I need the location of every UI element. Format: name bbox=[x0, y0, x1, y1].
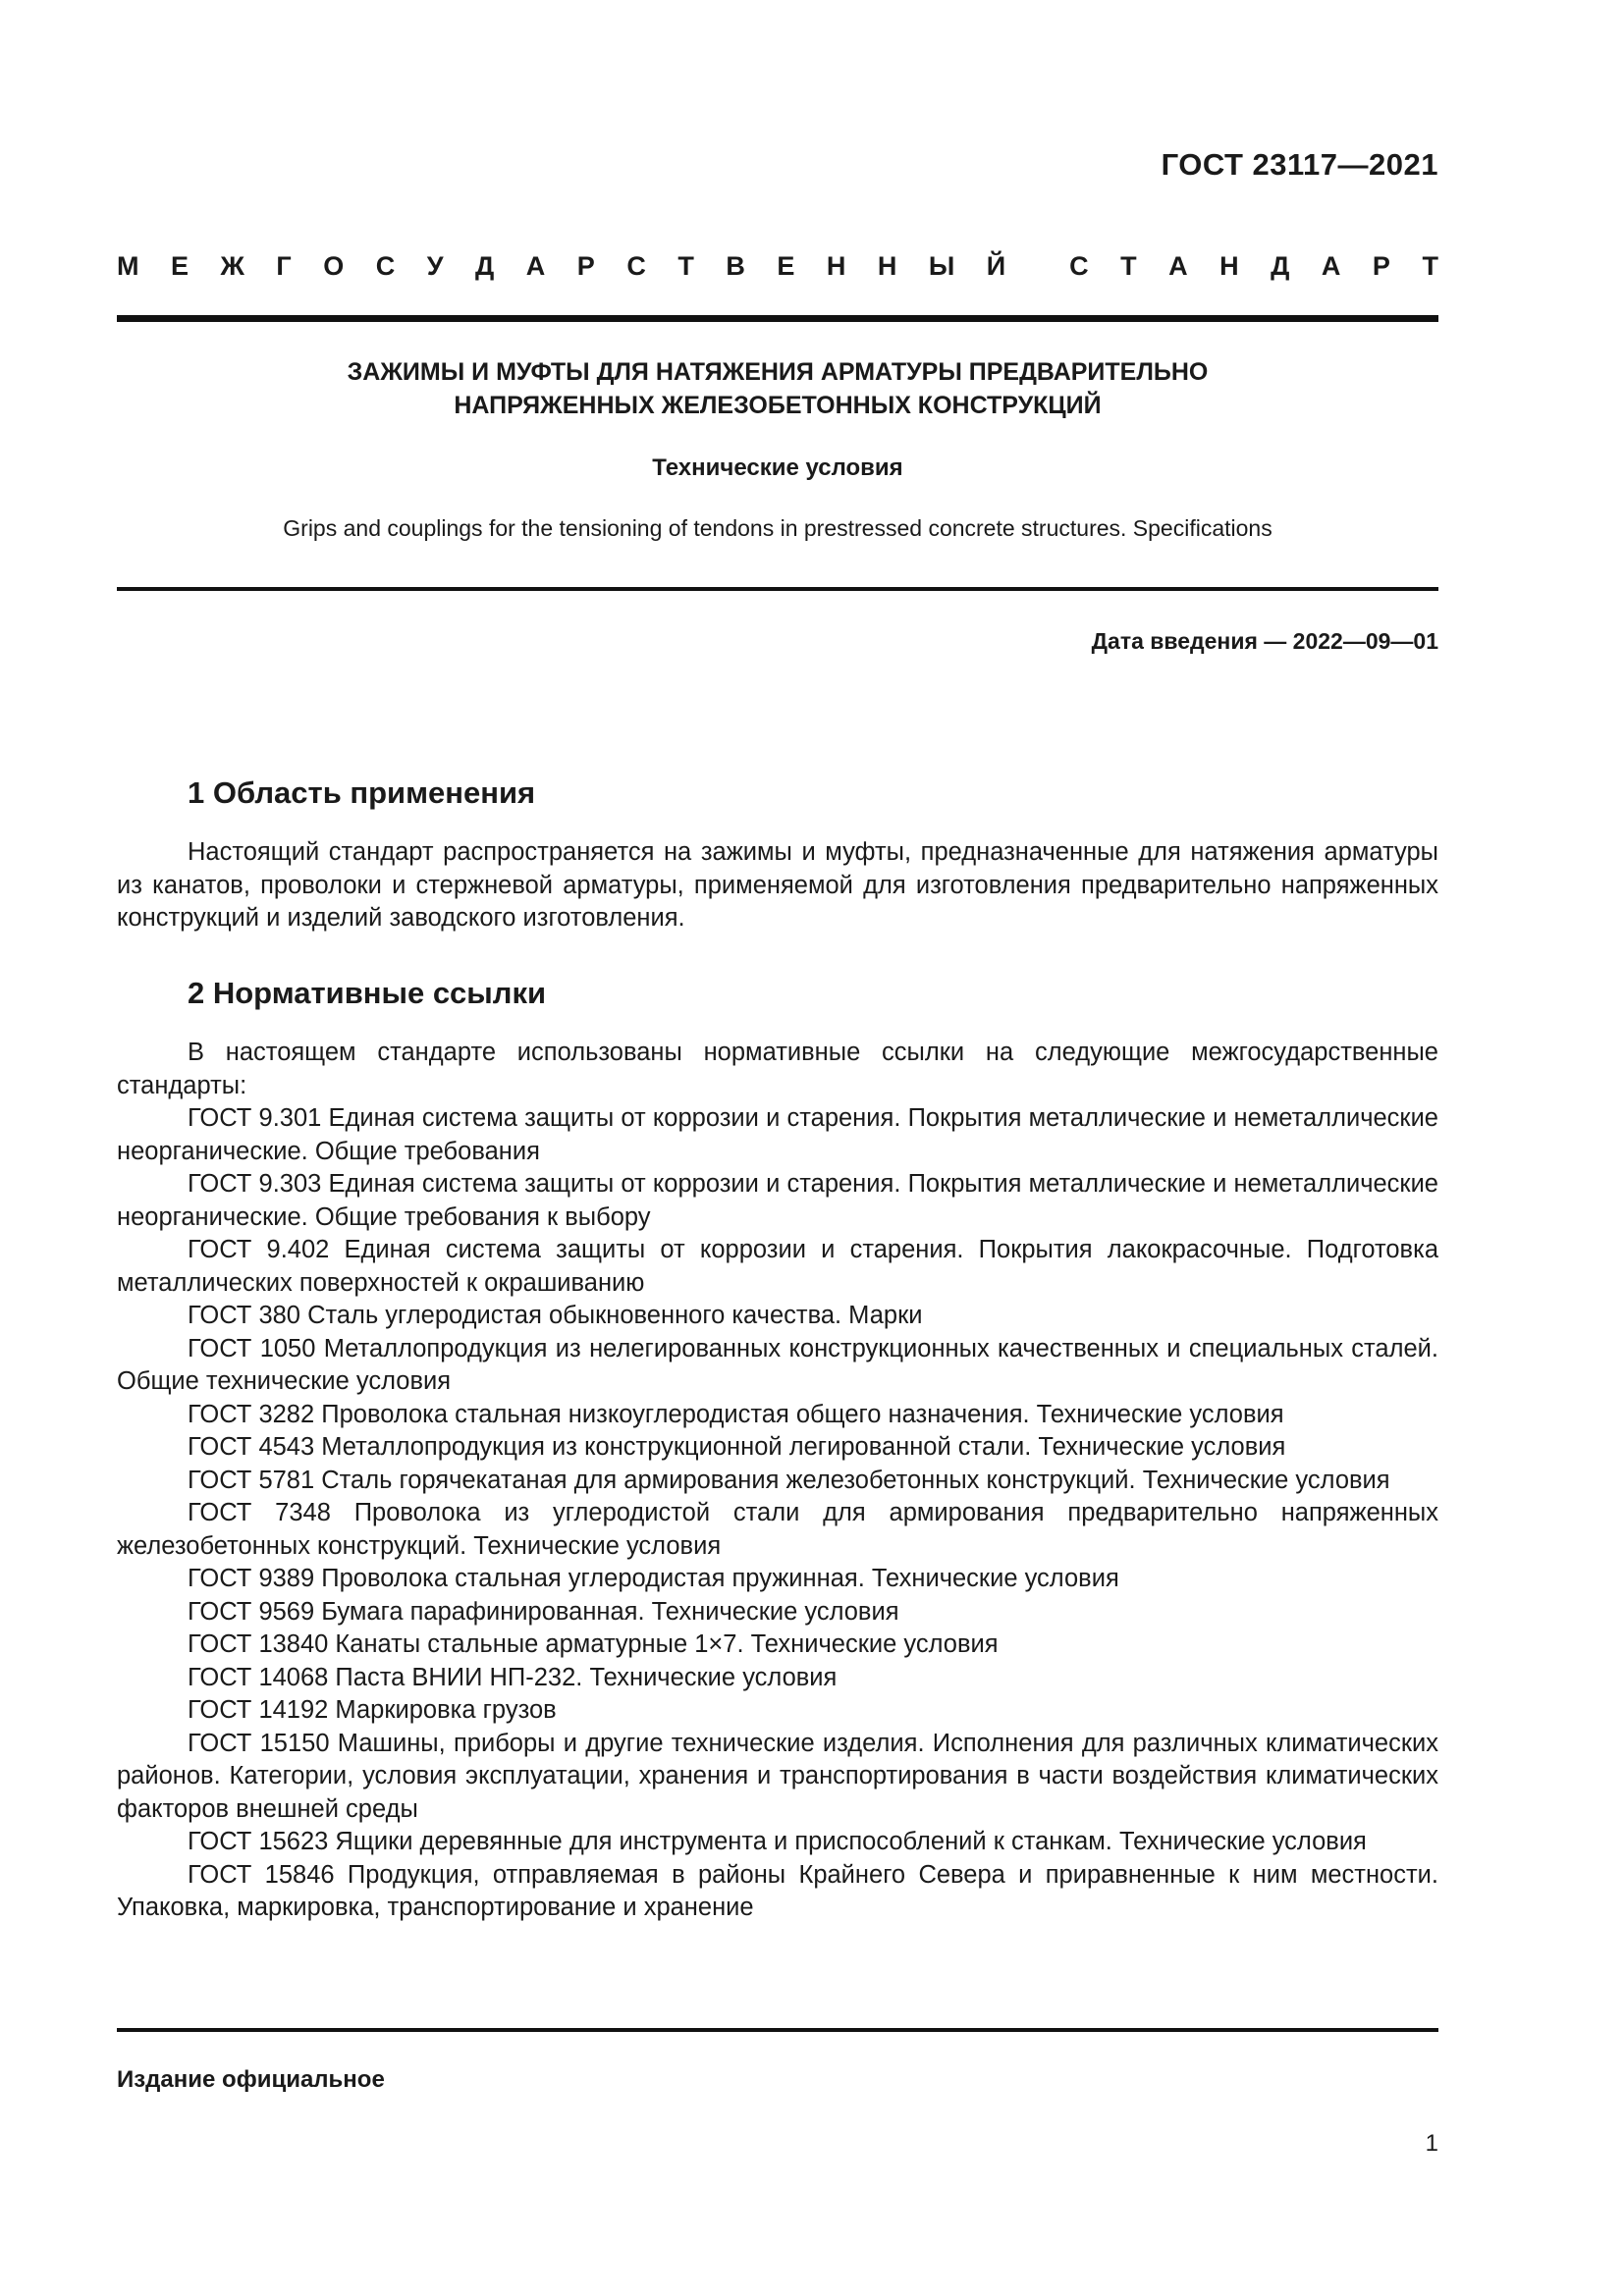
reference-item: ГОСТ 7348 Проволока из углеродистой стали для армирования предварительно напряженных железобетонных конструкций. Технические условия bbox=[117, 1499, 1438, 1560]
standard-type-letter: Й bbox=[986, 251, 1006, 281]
reference-item: ГОСТ 15623 Ящики деревянные для инструмента и приспособлений к станкам. Технические условия bbox=[188, 1828, 1367, 1855]
standard-type-letter: Е bbox=[777, 251, 795, 281]
reference-item: ГОСТ 3282 Проволока стальная низкоуглеродистая общего назначения. Технические условия bbox=[188, 1400, 1284, 1428]
english-title: Grips and couplings for the tensioning of tendons in prestressed concrete structures. Specifications bbox=[283, 515, 1272, 541]
paragraph: В настоящем стандарте использованы нормативные ссылки на следующие межгосударственные стандарты: bbox=[117, 1039, 1438, 1099]
footer-divider bbox=[117, 2028, 1438, 2032]
standard-type-letter: С bbox=[626, 251, 646, 281]
reference-item: ГОСТ 1050 Металлопродукция из нелегированных конструкционных качественных и специальных сталей. Общие технические условия bbox=[117, 1334, 1438, 1395]
standard-type-letter: Н bbox=[1219, 251, 1239, 281]
standard-type-letter: Е bbox=[171, 251, 189, 281]
standard-type-letter: Н bbox=[877, 251, 897, 281]
standard-type-letter: М bbox=[117, 251, 139, 281]
title-line: НАПРЯЖЕННЫХ ЖЕЛЕЗОБЕТОННЫХ КОНСТРУКЦИЙ bbox=[454, 392, 1102, 419]
reference-item: ГОСТ 15150 Машины, приборы и другие технические изделия. Исполнения для различных климатических районов. Категории, условия эксплуатации, хранения и транспортирования в части воздействия климатических факторов внешней среды bbox=[117, 1729, 1438, 1823]
reference-item: ГОСТ 9389 Проволока стальная углеродистая пружинная. Технические условия bbox=[188, 1565, 1119, 1592]
standard-type-letter: Ж bbox=[220, 251, 244, 281]
reference-item: ГОСТ 4543 Металлопродукция из конструкционной легированной стали. Технические условия bbox=[188, 1433, 1286, 1461]
section-body-scope bbox=[117, 836, 1438, 935]
section-heading-scope: 1 Область применения bbox=[188, 775, 536, 810]
reference-item: ГОСТ 380 Сталь углеродистая обыкновенного качества. Марки bbox=[188, 1302, 923, 1329]
standard-type-letter: Н bbox=[826, 251, 846, 281]
document-number: ГОСТ 23117—2021 bbox=[1161, 147, 1438, 182]
standard-type-letter: Р bbox=[576, 251, 595, 281]
standard-type-letter: А bbox=[525, 251, 546, 281]
standard-type-letter: Т bbox=[1120, 251, 1137, 281]
document-title bbox=[117, 355, 1438, 422]
standard-type-letter: А bbox=[1321, 251, 1341, 281]
section-heading-references: 2 Нормативные ссылки bbox=[188, 976, 547, 1010]
reference-item: ГОСТ 15846 Продукция, отправляемая в районы Крайнего Севера и приравненные к ним местности. Упаковка, маркировка, транспортирование и хранение bbox=[117, 1860, 1438, 1921]
reference-item: ГОСТ 9569 Бумага парафинированная. Технические условия bbox=[188, 1597, 899, 1626]
standard-type-letter: Д bbox=[475, 251, 495, 281]
edition-label: Издание официальное bbox=[117, 2066, 385, 2093]
document-subtitle: Технические условия bbox=[652, 454, 903, 481]
reference-item: ГОСТ 9.301 Единая система защиты от коррозии и старения. Покрытия металлические и неметаллические неорганические. Общие требования bbox=[117, 1104, 1438, 1165]
page-number: 1 bbox=[1425, 2130, 1438, 2157]
reference-item: ГОСТ 13840 Канаты стальные арматурные 1×7. Технические условия bbox=[188, 1630, 999, 1658]
reference-item: ГОСТ 5781 Сталь горячекатаная для армирования железобетонных конструкций. Технические условия bbox=[188, 1466, 1390, 1494]
title-line: ЗАЖИМЫ И МУФТЫ ДЛЯ НАТЯЖЕНИЯ АРМАТУРЫ ПРЕДВАРИТЕЛЬНО bbox=[347, 358, 1209, 386]
standard-type-letter: С bbox=[1069, 251, 1089, 281]
reference-item: ГОСТ 9.303 Единая система защиты от коррозии и старения. Покрытия металлические и неметаллические неорганические. Общие требования к выбору bbox=[117, 1170, 1438, 1231]
standard-type-letter: С bbox=[375, 251, 396, 281]
section-body-references bbox=[117, 1037, 1438, 1925]
standard-type-letter: Т bbox=[1422, 251, 1438, 281]
standard-type-heading bbox=[117, 251, 1438, 282]
standard-type-letter: В bbox=[726, 251, 745, 281]
standard-type-letter: О bbox=[323, 251, 345, 281]
title-divider bbox=[117, 587, 1438, 591]
standard-type-letter: А bbox=[1168, 251, 1188, 281]
reference-item: ГОСТ 14192 Маркировка грузов bbox=[188, 1696, 557, 1724]
paragraph: Настоящий стандарт распространяется на зажимы и муфты, предназначенные для натяжения арматуры из канатов, проволоки и стержневой арматуры, применяемой для изготовления предварительно напряженных конструкций и изделий заводского изготовления. bbox=[117, 838, 1438, 932]
reference-item: ГОСТ 14068 Паста ВНИИ НП-232. Технические условия bbox=[188, 1663, 838, 1691]
standard-type-letter: Ы bbox=[928, 251, 955, 281]
standard-type-letter: Р bbox=[1372, 251, 1390, 281]
standard-type-letter: Д bbox=[1271, 251, 1290, 281]
standard-type-letter: У bbox=[426, 251, 444, 281]
document-page bbox=[117, 0, 1438, 2296]
standard-type-letter: Т bbox=[677, 251, 694, 281]
reference-item: ГОСТ 9.402 Единая система защиты от коррозии и старения. Покрытия лакокрасочные. Подготовка металлических поверхностей к окрашиванию bbox=[117, 1236, 1438, 1297]
standard-type-letter: Г bbox=[276, 251, 292, 281]
introduction-date: Дата введения — 2022—09—01 bbox=[1091, 628, 1438, 654]
header-divider bbox=[117, 315, 1438, 322]
